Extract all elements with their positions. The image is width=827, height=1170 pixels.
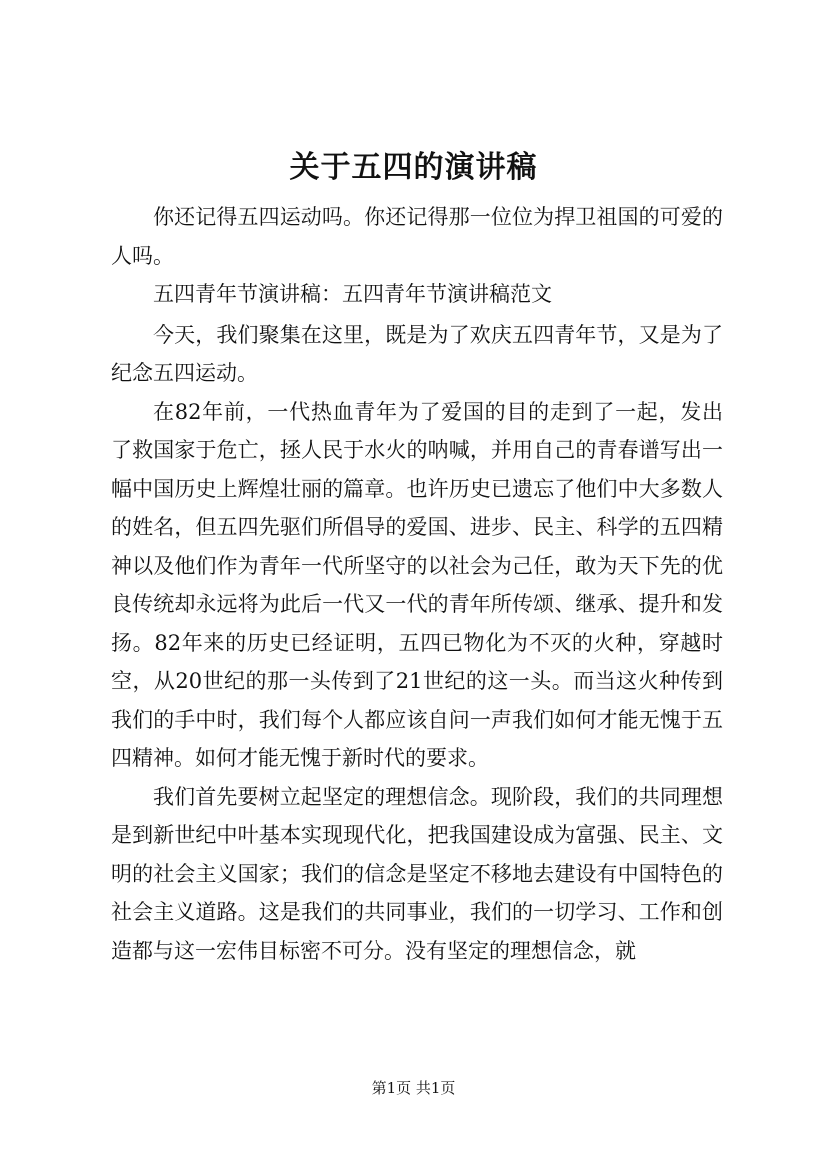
paragraph-opening: 今天，我们聚集在这里，既是为了欢庆五四青年节，又是为了纪念五四运动。 bbox=[111, 322, 723, 385]
paragraph-intro-question: 你还记得五四运动吗。你还记得那一位位为捍卫祖国的可爱的人吗。 bbox=[111, 205, 723, 268]
paragraph-ideals: 我们首先要树立起坚定的理想信念。现阶段，我们的共同理想是到新世纪中叶基本实现现代化，把我国建设成为富强、民主、文明的社会主义国家；我们的信念是坚定不移地去建设有中国特色的社会主义道路。这是我们的共同事业，我们的一切学习、工作和创造都与这一宏伟目标密不可分。没有坚定的理想信念，就 bbox=[111, 784, 723, 963]
document-body bbox=[111, 198, 723, 970]
paragraph-history: 在82年前，一代热血青年为了爱国的目的走到了一起，发出了救国家于危亡，拯人民于水火的呐喊，并用自己的青春谱写出一幅中国历史上辉煌壮丽的篇章。也许历史已遗忘了他们中大多数人的姓名，但五四先驱们所倡导的爱国、进步、民主、科学的五四精神以及他们作为青年一代所坚守的以社会为己任，敢为天下先的优良传统却永远将为此后一代又一代的青年所传颂、继承、提升和发扬。82年来的历史已经证明，五四已物化为不灭的火种，穿越时空，从20世纪的那一头传到了21世纪的这一头。而当这火种传到我们的手中时，我们每个人都应该自问一声我们如何才能无愧于五四精神。如何才能无愧于新时代的要求。 bbox=[111, 399, 723, 770]
paragraph-subtitle: 五四青年节演讲稿：五四青年节演讲稿范文 bbox=[153, 282, 552, 306]
page-number-footer: 第1页 共1页 bbox=[371, 1079, 456, 1097]
document-title: 关于五四的演讲稿 bbox=[289, 150, 538, 185]
